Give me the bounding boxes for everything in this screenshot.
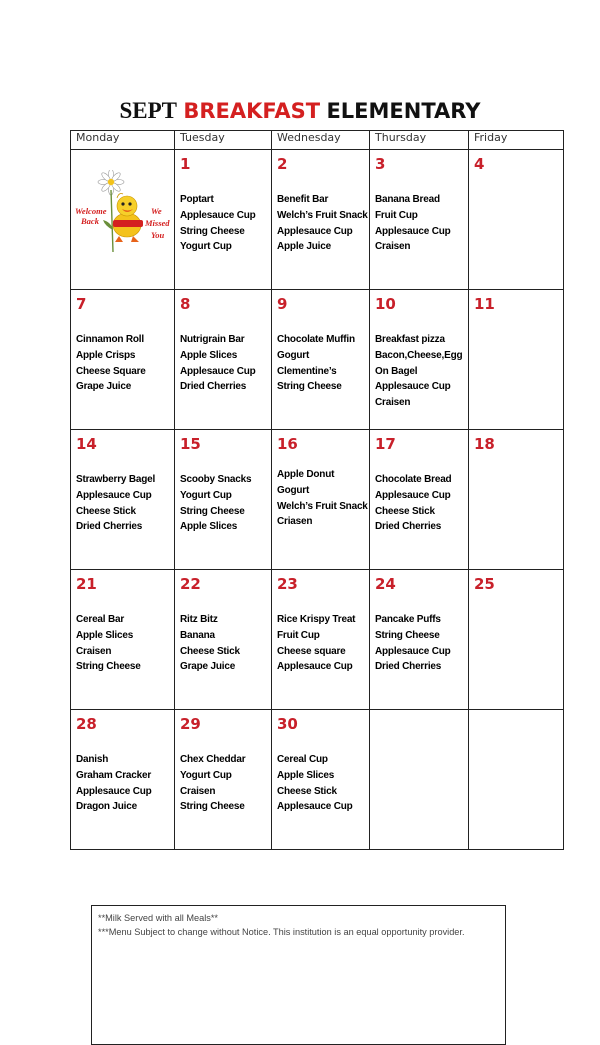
menu-item-list xyxy=(375,472,466,535)
menu-item: Dried Cherries xyxy=(375,521,442,533)
day-cell-thursday xyxy=(370,570,469,710)
welcome-back-duck-icon xyxy=(75,170,171,256)
week-row xyxy=(71,290,564,430)
day-cell-monday xyxy=(71,570,175,710)
weekday-header-row xyxy=(71,131,564,150)
day-cell-tuesday xyxy=(175,710,272,850)
you-text: You xyxy=(151,230,165,240)
menu-item-list xyxy=(277,612,367,675)
menu-item: Welch’s Fruit Snack xyxy=(277,209,368,221)
menu-item: Grape Juice xyxy=(76,381,132,393)
menu-item: Applesauce Cup xyxy=(76,785,152,797)
menu-item: String Cheese xyxy=(180,225,245,237)
day-cell-thursday xyxy=(370,430,469,570)
menu-item-list xyxy=(76,612,172,675)
menu-item: Cinnamon Roll xyxy=(76,334,144,345)
menu-item: Apple Slices xyxy=(180,521,238,533)
menu-item: Craisen xyxy=(375,397,411,409)
day-number: 2 xyxy=(277,155,288,173)
menu-item: String Cheese xyxy=(180,505,245,517)
menu-item: Dried Cherries xyxy=(76,521,143,533)
day-cell-friday xyxy=(469,570,564,710)
menu-item: Apple Crisps xyxy=(76,349,136,361)
menu-item: Apple Slices xyxy=(277,769,335,781)
day-cell-monday xyxy=(71,150,175,290)
day-number: 4 xyxy=(474,155,485,173)
day-cell-tuesday xyxy=(175,570,272,710)
menu-item: Cheese Stick xyxy=(277,785,337,797)
day-number: 14 xyxy=(76,435,97,453)
day-number: 28 xyxy=(76,715,97,733)
day-number: 3 xyxy=(375,155,386,173)
day-cell-wednesday xyxy=(272,430,370,570)
menu-item: Apple Juice xyxy=(277,241,331,253)
menu-item: Grape Juice xyxy=(180,661,236,673)
day-cell-monday xyxy=(71,430,175,570)
day-cell-monday xyxy=(71,290,175,430)
menu-item: Applesauce Cup xyxy=(180,365,256,377)
day-number: 8 xyxy=(180,295,191,313)
menu-item: Craisen xyxy=(180,785,216,797)
day-number: 9 xyxy=(277,295,288,313)
day-cell-thursday xyxy=(370,150,469,290)
menu-item: Applesauce Cup xyxy=(277,661,353,673)
menu-item: Craisen xyxy=(76,645,112,657)
back-text: Back xyxy=(81,216,99,226)
day-cell-friday xyxy=(469,710,564,850)
menu-item-list xyxy=(277,467,367,530)
menu-item-list xyxy=(277,192,367,255)
footer-milk-note: **Milk Served with all Meals** xyxy=(98,913,218,923)
menu-item: Chocolate Muffin xyxy=(277,334,355,345)
day-number: 17 xyxy=(375,435,396,453)
day-cell-friday xyxy=(469,150,564,290)
menu-item: String Cheese xyxy=(277,381,342,393)
day-cell-friday xyxy=(469,290,564,430)
menu-item: Applesauce Cup xyxy=(375,645,451,657)
menu-item: Applesauce Cup xyxy=(180,209,256,221)
menu-item: Gogurt xyxy=(277,484,310,496)
menu-item: On Bagel xyxy=(375,365,418,377)
menu-item: Apple Donut xyxy=(277,469,335,480)
menu-item-list xyxy=(375,612,466,675)
menu-item: Ritz Bitz xyxy=(180,614,218,625)
day-cell-tuesday xyxy=(175,430,272,570)
menu-item-list xyxy=(180,332,269,395)
title-month: SEPT xyxy=(119,98,177,123)
menu-item: Yogurt Cup xyxy=(180,489,232,501)
menu-item: Criasen xyxy=(277,516,313,528)
day-number: 10 xyxy=(375,295,396,313)
day-cell-thursday xyxy=(370,290,469,430)
day-number: 1 xyxy=(180,155,191,173)
menu-item: Pancake Puffs xyxy=(375,614,441,625)
day-cell-wednesday xyxy=(272,150,370,290)
day-number: 29 xyxy=(180,715,201,733)
week-row xyxy=(71,710,564,850)
menu-item-list xyxy=(180,752,269,815)
menu-item: Cereal Bar xyxy=(76,614,125,625)
day-cell-friday xyxy=(469,430,564,570)
menu-item: Chocolate Bread xyxy=(375,474,452,485)
duck-icon xyxy=(113,194,143,243)
menu-item: Benefit Bar xyxy=(277,194,329,205)
menu-item: Rice Krispy Treat xyxy=(277,614,356,625)
menu-item: String Cheese xyxy=(375,629,440,641)
menu-item-list xyxy=(180,192,269,255)
day-number: 23 xyxy=(277,575,298,593)
menu-item: Cheese Stick xyxy=(76,505,136,517)
menu-item: Banana Bread xyxy=(375,194,440,205)
menu-item: Applesauce Cup xyxy=(277,225,353,237)
menu-item: Welch’s Fruit Snack xyxy=(277,500,368,512)
day-number: 21 xyxy=(76,575,97,593)
menu-item: Cheese Stick xyxy=(375,505,435,517)
menu-item: Nutrigrain Bar xyxy=(180,334,245,345)
footer-disclaimer: ***Menu Subject to change without Notice. This institution is an equal opportunity provider. xyxy=(98,927,465,937)
menu-item: Scooby Snacks xyxy=(180,474,252,485)
day-cell-wednesday xyxy=(272,570,370,710)
menu-item: Applesauce Cup xyxy=(76,489,152,501)
missed-text: Missed xyxy=(145,218,170,228)
menu-item: Breakfast pizza xyxy=(375,334,445,345)
day-cell-wednesday xyxy=(272,290,370,430)
menu-item-list xyxy=(180,472,269,535)
weekday-header-thursday: Thursday xyxy=(370,131,469,150)
menu-calendar xyxy=(70,130,564,850)
menu-item: Poptart xyxy=(180,194,214,205)
menu-item: Cheese square xyxy=(277,645,346,657)
menu-item-list xyxy=(76,332,172,395)
menu-item: String Cheese xyxy=(180,801,245,813)
menu-item: Applesauce Cup xyxy=(375,225,451,237)
menu-item: Dried Cherries xyxy=(375,661,442,673)
menu-item-list xyxy=(180,612,269,675)
menu-item: Craisen xyxy=(375,241,411,253)
day-number: 11 xyxy=(474,295,495,313)
day-cell-tuesday xyxy=(175,150,272,290)
menu-item-list xyxy=(76,472,172,535)
day-number: 24 xyxy=(375,575,396,593)
menu-item-list xyxy=(76,752,172,815)
menu-item-list xyxy=(277,332,367,395)
weekday-header-friday: Friday xyxy=(469,131,564,150)
day-number: 15 xyxy=(180,435,201,453)
menu-item: Dragon Juice xyxy=(76,801,137,813)
menu-item: Cereal Cup xyxy=(277,754,328,765)
menu-item: String Cheese xyxy=(76,661,141,673)
menu-item: Chex Cheddar xyxy=(180,754,246,765)
welcome-text: Welcome xyxy=(75,206,107,216)
menu-item: Applesauce Cup xyxy=(277,801,353,813)
menu-item-list xyxy=(375,192,466,255)
day-cell-thursday xyxy=(370,710,469,850)
day-number: 16 xyxy=(277,435,298,453)
title-school: ELEMENTARY xyxy=(326,99,481,123)
day-number: 18 xyxy=(474,435,495,453)
menu-item: Danish xyxy=(76,754,109,765)
menu-item: Cheese Square xyxy=(76,365,146,377)
menu-item: Banana xyxy=(180,629,215,641)
day-number: 22 xyxy=(180,575,201,593)
we-text: We xyxy=(151,206,162,216)
menu-item: Bacon,Cheese,Egg xyxy=(375,349,463,361)
menu-item: Clementine’s xyxy=(277,365,337,377)
menu-item: Yogurt Cup xyxy=(180,769,232,781)
weekday-header-monday: Monday xyxy=(71,131,175,150)
menu-item: Cheese Stick xyxy=(180,645,240,657)
day-cell-tuesday xyxy=(175,290,272,430)
week-row xyxy=(71,570,564,710)
menu-item: Apple Slices xyxy=(76,629,134,641)
menu-item: Fruit Cup xyxy=(277,629,320,641)
title-meal: BREAKFAST xyxy=(183,99,321,123)
day-number: 25 xyxy=(474,575,495,593)
menu-item: Gogurt xyxy=(277,349,310,361)
day-cell-monday xyxy=(71,710,175,850)
weekday-header-wednesday: Wednesday xyxy=(272,131,370,150)
menu-item: Strawberry Bagel xyxy=(76,474,156,485)
menu-item: Applesauce Cup xyxy=(375,381,451,393)
menu-item: Yogurt Cup xyxy=(180,241,232,253)
page-title xyxy=(0,96,600,125)
menu-item: Applesauce Cup xyxy=(375,489,451,501)
menu-item: Fruit Cup xyxy=(375,209,418,221)
menu-item-list xyxy=(277,752,367,815)
week-row xyxy=(71,430,564,570)
menu-item: Apple Slices xyxy=(180,349,238,361)
day-number: 7 xyxy=(76,295,87,313)
footer-notes xyxy=(91,905,506,1045)
menu-item: Dried Cherries xyxy=(180,381,247,393)
menu-item: Graham Cracker xyxy=(76,769,152,781)
menu-item-list xyxy=(375,332,466,411)
weekday-header-tuesday: Tuesday xyxy=(175,131,272,150)
week-row xyxy=(71,150,564,290)
day-cell-wednesday xyxy=(272,710,370,850)
day-number: 30 xyxy=(277,715,298,733)
